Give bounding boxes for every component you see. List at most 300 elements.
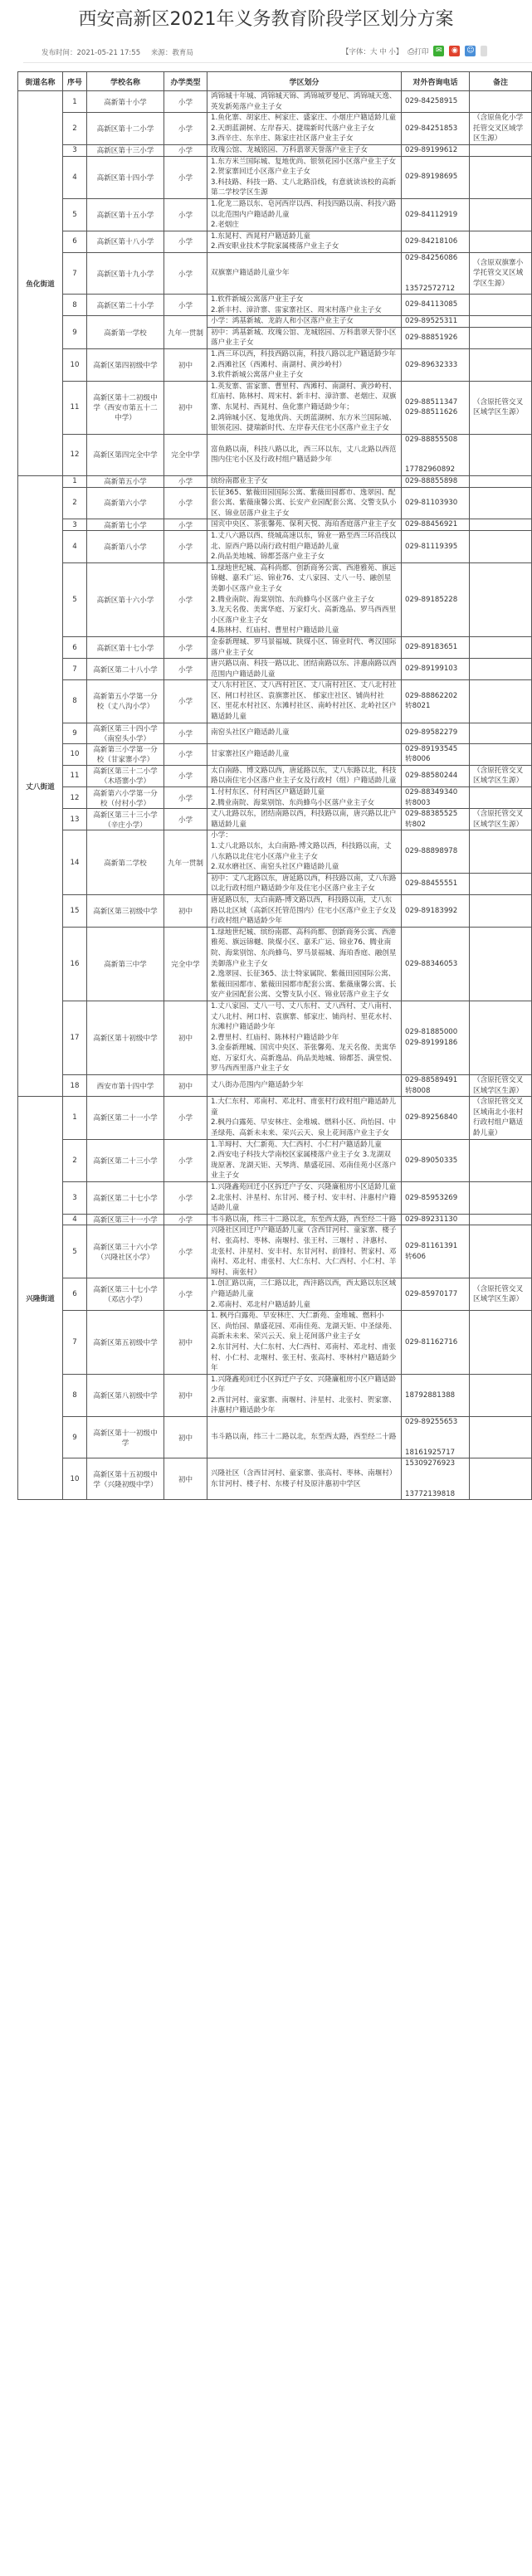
district-cell-line: 3.金泰新理城、国宾中央区、茶张馨苑、龙天名俊、美寓华庭、万家灯火、高新逸品、尚品美地城、锦都荟、满堂悦、罗马西西里落户业主子女: [211, 1044, 397, 1074]
district-cell-line: 小学：鸿基新城、龙韵人和小区落户业主子女: [211, 317, 354, 326]
district-cell: [207, 743, 402, 765]
seq-cell: 7: [63, 659, 87, 680]
school-type-cell: 小学: [164, 144, 207, 156]
district-cell: [207, 530, 402, 562]
phone-cell: [402, 680, 470, 723]
district-cell-line: 1.西三环以西，科技西路以南，科技八路以北户籍适龄少年: [211, 350, 397, 359]
school-type-cell: 小学: [164, 636, 207, 658]
phone-cell-line: 029-89199103: [405, 665, 458, 674]
district-cell-line: 2.新丰村、漳浒寨、雷家寨社区、周宋村落户业主子女: [211, 305, 382, 314]
district-cell-line: 4.陈林村、红庙村、曹里村户籍适龄儿童: [211, 626, 339, 635]
school-type-cell: 初中: [164, 1075, 207, 1097]
school-type-cell: 初中: [164, 894, 207, 927]
district-cell: [207, 1278, 402, 1311]
district-cell: [207, 1075, 402, 1097]
table-row: [18, 91, 532, 113]
note-cell: [470, 349, 532, 382]
phone-cell-line: 029-88385525: [405, 810, 458, 819]
phone-cell-line: 029-88898978: [405, 847, 458, 856]
note-cell: （含原托管交叉区域学区生源）: [470, 1278, 532, 1311]
school-type-cell: 小学: [164, 723, 207, 743]
school-name-cell: 高新区第十五初级中学（兴隆初级中学）: [87, 1458, 164, 1500]
table-header: [18, 72, 532, 91]
phone-cell: [402, 381, 470, 434]
phone-cell: [402, 743, 470, 765]
district-cell-line: 2.双水磨社区、南窑头社区户籍适龄儿童: [211, 863, 339, 872]
district-cell: [207, 1097, 402, 1139]
phone-cell-line: 15309276923: [405, 1459, 456, 1468]
seq-cell: 2: [63, 1139, 87, 1181]
table-row: [18, 349, 532, 382]
table-row: [18, 765, 532, 786]
phone-cell: [402, 198, 470, 231]
district-cell-line: 1.东方米兰国际城、复地优尚、银领花园小区落户业主子女: [211, 157, 397, 166]
seq-cell: 4: [63, 1214, 87, 1225]
note-cell: （含原鱼化小学托管交叉区域学区生源）: [470, 113, 532, 145]
district-cell-line: 2.逸翠园、长征365、法士特家属院、紫薇田园国际公寓、紫薇田园都市、紫薇田园都市配套公寓、紫薇康馨公寓、长安产业园配套公寓、交警支队小区、锦业居落户业主子女: [211, 970, 397, 1000]
school-type-cell: 初中: [164, 349, 207, 382]
phone-cell-line: 029-89256840: [405, 1113, 458, 1122]
seq-cell: 3: [63, 519, 87, 531]
phone-cell: [402, 723, 470, 743]
phone-cell-line: 029-84258915: [405, 97, 458, 106]
school-name-cell: 高新区第十七小学: [87, 636, 164, 658]
more-icon[interactable]: [481, 46, 487, 56]
seq-cell: 1: [63, 1097, 87, 1139]
spacer: [405, 264, 466, 284]
note-cell: [470, 156, 532, 198]
phone-cell: [402, 787, 470, 809]
phone-cell: [402, 1182, 470, 1215]
school-name-cell: 高新第七小学: [87, 519, 164, 531]
note-cell: （含原托管交叉区域南北小张村行政村组户籍适龄儿童）: [470, 1097, 532, 1139]
district-cell: [207, 680, 402, 723]
district-cell-line: 1.丈八家园、丈八一号、丈八东村、丈八西村、丈八南村、丈八北村、闸口村、袁旗寨、郁家庄、铺尚村、里花水村、东滩村户籍适龄少年: [211, 1001, 397, 1032]
phone-cell-line: 029-88349340: [405, 788, 458, 797]
district-cell: [207, 91, 402, 113]
phone-cell-line: 029-84251853: [405, 124, 458, 133]
phone-cell-line: 029-89185228: [405, 595, 458, 604]
phone-cell-line: 029-85953269: [405, 1193, 458, 1202]
note-cell: [470, 1311, 532, 1375]
column-header: 备注: [470, 72, 532, 91]
school-type-cell: 完全中学: [164, 927, 207, 1001]
printer-icon: ⎙: [408, 46, 415, 56]
column-header: 学校名称: [87, 72, 164, 91]
phone-cell-line: 029-89050335: [405, 1156, 458, 1165]
school-type-cell: 小学: [164, 765, 207, 786]
seq-cell: 11: [63, 765, 87, 786]
district-cell-line: 1.付村东区、付村西区户籍适龄儿童: [211, 788, 325, 797]
phone-cell: [402, 349, 470, 382]
street-name-cell: 丈八街道: [18, 476, 63, 1097]
table-row: [18, 1001, 532, 1074]
district-cell-line: 1.兴隆鑫苑回迁小区拆迁户子女、兴隆廉租房小区户籍适龄少年: [211, 1375, 397, 1395]
divider: [23, 62, 532, 63]
phone-cell: [402, 894, 470, 927]
note-cell: [470, 1214, 532, 1225]
school-name-cell: 高新第五小学第一分校（丈八沟小学）: [87, 680, 164, 723]
district-cell-line: 2.曹里村、红庙村、陈林村户籍适龄少年: [211, 1033, 339, 1042]
district-cell-line: 2.北张村、沣星村、东甘河、楼子村、安丰村、沣惠村户籍适龄儿童: [211, 1193, 397, 1213]
note-cell: [470, 927, 532, 1001]
note-cell: [470, 830, 532, 873]
table-row: [18, 1225, 532, 1278]
district-cell: [207, 327, 402, 348]
district-cell-line: 甘家寨社区户籍适龄儿童: [211, 749, 290, 758]
district-cell-line: 1.鱼化寨、胡家庄、柯家庄、盛家庄、小烟庄户籍适龄儿童: [211, 114, 397, 123]
article-meta: [41, 46, 532, 59]
district-cell-line: 1.大仁东村、邓南村、邓北村、甫张村行政村组户籍适龄儿童: [211, 1098, 397, 1117]
seq-cell: 5: [63, 562, 87, 636]
wechat-icon[interactable]: ✉: [433, 46, 444, 56]
phone-cell: [402, 1139, 470, 1181]
table-row: [18, 723, 532, 743]
school-type-cell: 九年一贯制: [164, 316, 207, 349]
note-cell: （含原双旗寨小学托管交叉区域学区生源）: [470, 252, 532, 294]
seq-cell: 9: [63, 316, 87, 349]
phone-cell-line: 029-88456921: [405, 520, 458, 529]
district-cell-line: 兴隆社区（含西甘河村、童家寨、张高村、枣林、南堰村）东甘河村、楼子村、东楼子村及原沣惠初中学区: [211, 1469, 397, 1488]
column-header: 办学类型: [164, 72, 207, 91]
district-cell: [207, 476, 402, 488]
school-type-cell: 小学: [164, 1097, 207, 1139]
school-name-cell: 高新区第四初级中学: [87, 349, 164, 382]
school-name-cell: 高新区第三十七小学（邓店小学）: [87, 1278, 164, 1311]
phone-cell: [402, 91, 470, 113]
phone-cell-line: 029-81161391: [405, 1242, 458, 1251]
school-type-cell: 小学: [164, 809, 207, 830]
seq-cell: 18: [63, 1075, 87, 1097]
school-district-table: [17, 71, 532, 1500]
school-type-cell: 小学: [164, 198, 207, 231]
table-row: [18, 295, 532, 316]
district-cell-line: 鸿锦城十年城、鸿锦城天锦、鸿锦城罗曼尼、鸿锦城天逸、英发新苑落户业主子女: [211, 92, 397, 111]
seq-cell: 2: [63, 113, 87, 145]
seq-cell: 6: [63, 636, 87, 658]
school-name-cell: 高新第一学校: [87, 316, 164, 349]
district-cell-line: 小学：: [211, 831, 232, 840]
seq-cell: 13: [63, 809, 87, 830]
note-cell: [470, 231, 532, 252]
phone-cell-line: 转606: [405, 1252, 426, 1261]
note-cell: [470, 636, 532, 658]
phone-cell-line: 029-88851926: [405, 334, 458, 343]
phone-cell: [402, 1001, 470, 1074]
phone-cell: [402, 327, 470, 348]
note-cell: [470, 198, 532, 231]
note-cell: [470, 894, 532, 927]
phone-cell-line: 17782960892: [405, 465, 456, 475]
note-cell: [470, 659, 532, 680]
school-type-cell: 小学: [164, 743, 207, 765]
seq-cell: 8: [63, 680, 87, 723]
district-cell: [207, 252, 402, 294]
district-cell-line: 丈八东村社区、丈八西村社区、丈八南村社区、丈八北村社区、闸口村社区、袁旗寨社区、 郁家庄社区、铺尚村社区、里花水村社区、东滩村社区、南岭村社区、北岭社区户籍适龄儿童: [211, 681, 397, 722]
school-name-cell: 西安市第十四中学: [87, 1075, 164, 1097]
district-cell: [207, 1458, 402, 1500]
district-cell-line: 2.老烟庄: [211, 221, 239, 230]
district-cell-line: 2.天朗蓝湖树、左岸春天、捷瑞新时代落户业主子女: [211, 124, 375, 133]
phone-cell: [402, 1417, 470, 1458]
district-cell: [207, 519, 402, 531]
table-row: [18, 830, 532, 873]
district-cell-line: 1.创汇路以南，三仁路以北，西沣路以西，西太路以东区域户籍适龄儿童: [211, 1279, 397, 1298]
district-cell-line: 太白南路、博文路以西，唐延路以东，丈八东路以北，科技路以南住宅小区落户业主子女及行政村（组）户籍适龄儿童: [211, 766, 397, 786]
district-cell-line: 1.兴隆鑫苑回迁小区拆迁户子女、兴隆廉租房小区适龄儿童: [211, 1183, 397, 1191]
school-type-cell: 初中: [164, 1374, 207, 1416]
district-cell: [207, 487, 402, 519]
street-name-cell: 鱼化街道: [18, 91, 63, 476]
school-type-cell: 初中: [164, 1001, 207, 1074]
school-type-cell: 小学: [164, 680, 207, 723]
school-name-cell: 高新区第十八小学: [87, 231, 164, 252]
note-cell: [470, 144, 532, 156]
district-cell: [207, 659, 402, 680]
district-cell: [207, 873, 402, 894]
school-name-cell: 高新第二学校: [87, 830, 164, 895]
district-cell-line: 2.腾业南院、海棠别馆、东尚蜂鸟小区落户业主子女: [211, 798, 375, 807]
school-name-cell: 高新区第八初级中学: [87, 1374, 164, 1416]
note-cell: （含原托管交叉区域学区生源）: [470, 765, 532, 786]
note-cell: （含原托管交叉区域学区生源）: [470, 381, 532, 434]
district-cell: [207, 231, 402, 252]
weibo-icon[interactable]: ◉: [449, 46, 460, 56]
district-cell-line: 1.绿地世纪城、高科尚都、创新商务公寓、西港雅苑、旗远锦樾、嘉禾广运、锦业76、丈八家园、丈八一号、融创星美御小区落户业主子女: [211, 563, 397, 593]
school-name-cell: 高新区第二十三小学: [87, 1139, 164, 1181]
phone-cell: [402, 1278, 470, 1311]
column-header: 街道名称: [18, 72, 63, 91]
district-cell: [207, 295, 402, 316]
phone-cell-line: 029-89183992: [405, 906, 458, 915]
school-name-cell: 高新区第五初级中学: [87, 1311, 164, 1375]
school-type-cell: 小学: [164, 156, 207, 198]
table-row: [18, 1278, 532, 1311]
seq-cell: 5: [63, 1225, 87, 1278]
phone-cell: [402, 156, 470, 198]
district-cell: [207, 1214, 402, 1225]
note-cell: [470, 476, 532, 488]
seq-cell: 8: [63, 1374, 87, 1416]
table-row: [18, 231, 532, 252]
district-cell: [207, 787, 402, 809]
table-row: [18, 156, 532, 198]
school-name-cell: 高新区第三十一小学: [87, 1214, 164, 1225]
note-cell: [470, 787, 532, 809]
note-cell: [470, 873, 532, 894]
school-type-cell: 完全中学: [164, 434, 207, 475]
phone-cell: [402, 809, 470, 830]
phone-cell: [402, 487, 470, 519]
school-name-cell: 高新第八小学: [87, 530, 164, 562]
table-row: [18, 530, 532, 562]
school-name-cell: 高新第六小学: [87, 487, 164, 519]
note-cell: [470, 316, 532, 328]
school-name-cell: 高新区第二十七小学: [87, 1182, 164, 1215]
note-cell: [470, 723, 532, 743]
phone-cell-line: 029-88511626: [405, 408, 458, 417]
seq-cell: 10: [63, 1458, 87, 1500]
school-name-cell: 高新区第三初级中学: [87, 894, 164, 927]
phone-cell-line: 029-89525311: [405, 317, 458, 326]
phone-cell-line: 029-88580244: [405, 772, 458, 781]
phone-cell-line: 029-81885000: [405, 1028, 458, 1037]
district-cell-line: 金泰新理城、罗马景福城、陕煤小区、锦业时代、粤汉国际落户业主子女: [211, 637, 397, 657]
school-name-cell: 高新区第十九小学: [87, 252, 164, 294]
school-name-cell: 高新第三中学: [87, 927, 164, 1001]
spacer: [405, 1469, 466, 1489]
district-cell-line: 韦斗路以南，纬三十二路以北，东至西太路，西至经二十路: [211, 1215, 397, 1224]
school-name-cell: 高新区第十五小学: [87, 198, 164, 231]
phone-cell: [402, 295, 470, 316]
seq-cell: 4: [63, 530, 87, 562]
district-cell-line: 兴隆社区回迁户户籍适龄儿童（含西甘河村、童家寨、楼子村、张高村、枣林、南堰村、张王村、三堰村 、沣惠村、北张村、沣星村、安丰村、东甘河村、前锋村、贺家村、邓南村、邓北村、甫张村、大仁东村、大仁西村、小仁村、羊坶村、南张村）: [211, 1226, 397, 1277]
district-cell-line: 南窑头社区户籍适龄儿童: [211, 728, 290, 738]
phone-cell-line: 029-88511347: [405, 397, 458, 407]
note-cell: [470, 434, 532, 475]
table-row: [18, 476, 532, 488]
school-name-cell: 高新区第十四小学: [87, 156, 164, 198]
district-cell-line: 丈八街办范围内户籍适龄少年: [211, 1081, 304, 1090]
table-row: [18, 519, 532, 531]
note-cell: [470, 91, 532, 113]
page-title: 西安高新区2021年义务教育阶段学区划分方案: [78, 9, 454, 30]
school-type-cell: 小学: [164, 476, 207, 488]
seq-cell: 10: [63, 743, 87, 765]
district-cell-line: 1.英发寨、雷家寨、曹里村、西滩村、南湖村、黄沙岭村、红庙村、陈林村、周宋村、新丰村、漳浒寨、老烟庄、双旗寨、东晁村、西晁村、鱼化寨户籍适龄少年；: [211, 382, 397, 412]
column-header: 学区划分: [207, 72, 402, 91]
school-name-cell: 高新区第三十六小学（兴隆社区小学）: [87, 1225, 164, 1278]
phone-cell-line: 029-89582279: [405, 728, 458, 738]
phone-cell: [402, 830, 470, 873]
school-type-cell: 初中: [164, 381, 207, 434]
seq-cell: 9: [63, 723, 87, 743]
seq-cell: 6: [63, 231, 87, 252]
school-name-cell: 高新区第三十三小学（辛庄小学）: [87, 809, 164, 830]
phone-cell: [402, 1097, 470, 1139]
school-type-cell: 小学: [164, 252, 207, 294]
district-cell-line: 2.西安电子科技大学南校区家属楼落户业主子女 3.龙湖双珑原著、龙湖天钜、天琴湾、鼎盛花园、邓南佳苑小区落户业主子女: [211, 1151, 397, 1181]
note-cell: [470, 530, 532, 562]
phone-cell-line: 029-84113085: [405, 300, 458, 309]
table-row: [18, 1139, 532, 1181]
district-cell: [207, 1374, 402, 1416]
district-cell: [207, 113, 402, 145]
district-cell: [207, 927, 402, 1001]
district-cell-line: 2.东甘河村、大仁东村、大仁西村、邓南村、邓北村、甫张村、小仁村、北堰村、张王村、张高村、枣林村户籍适龄少年: [211, 1342, 397, 1373]
table-row: [18, 787, 532, 809]
phone-cell: [402, 927, 470, 1001]
district-cell-line: 3.西辛庄、东辛庄、陈家庄社区落户业主子女: [211, 134, 354, 144]
column-header: 序号: [63, 72, 87, 91]
note-cell: [470, 680, 532, 723]
district-cell-line: 缤纷南郡业主子女: [211, 477, 268, 485]
table-row: [18, 1097, 532, 1139]
phone-cell-line: 029-84218106: [405, 237, 458, 246]
district-cell: [207, 198, 402, 231]
district-cell-line: 丈八北路以东，团结南路以西，科技路以南，唐兴路以北户籍适龄儿童: [211, 810, 397, 829]
table-row: [18, 1214, 532, 1225]
table-row: [18, 316, 532, 328]
table-row: [18, 894, 532, 927]
phone-cell-line: 转8003: [405, 798, 431, 807]
district-cell-line: 富鱼路以南，科技八路以北，西三环以东，丈八北路以西范围内住宅小区及行政村组户籍适龄少年: [211, 445, 397, 465]
school-type-cell: 小学: [164, 659, 207, 680]
phone-cell-line: 029-89199612: [405, 145, 458, 154]
district-cell: [207, 1139, 402, 1181]
school-type-cell: 小学: [164, 1139, 207, 1181]
table-row: [18, 743, 532, 765]
school-type-cell: 小学: [164, 487, 207, 519]
phone-cell-line: 13572572712: [405, 284, 456, 293]
phone-cell-line: 029-89199186: [405, 1038, 458, 1047]
note-cell: [470, 743, 532, 765]
phone-cell: [402, 1075, 470, 1097]
district-cell-line: 2.尚品美地城、锦都荟落户业主子女: [211, 553, 325, 562]
table-row: [18, 198, 532, 231]
seq-cell: 3: [63, 1182, 87, 1215]
school-name-cell: 高新区第四完全中学: [87, 434, 164, 475]
phone-cell-line: 转802: [405, 820, 426, 829]
seq-cell: 7: [63, 252, 87, 294]
school-type-cell: 小学: [164, 1214, 207, 1225]
district-cell: [207, 809, 402, 830]
phone-cell-line: 转8021: [405, 702, 431, 711]
table-row: [18, 1417, 532, 1458]
school-type-cell: 小学: [164, 1278, 207, 1311]
district-cell-line: 国宾中央区、茶张馨苑、保利天悦、海珀香庭落户业主子女: [211, 520, 397, 529]
district-cell: [207, 156, 402, 198]
district-cell-line: 1.东晁村、西晁村户籍适龄儿童: [211, 231, 310, 241]
phone-cell: [402, 113, 470, 145]
school-type-cell: 小学: [164, 91, 207, 113]
seq-cell: 9: [63, 1417, 87, 1458]
print-button[interactable]: ⎙打印: [408, 46, 429, 56]
phone-cell-line: 029-89193545: [405, 744, 458, 753]
phone-cell: [402, 1374, 470, 1416]
font-size-switch[interactable]: 【字体：大 中 小】: [342, 47, 403, 56]
district-cell-line: 2.西安职业技术学院家属楼落户业主子女: [211, 242, 339, 251]
district-cell-line: 2.鸿锦城小区、复地优尚、天朗蓝湖树、东方米兰国际城、银领花园、捷瑞新时代、左岸春天住宅小区落户业主子女: [211, 413, 397, 433]
seq-cell: 3: [63, 144, 87, 156]
table-row: [18, 1075, 532, 1097]
phone-cell: [402, 476, 470, 488]
phone-cell-line: 029-81119395: [405, 542, 458, 551]
district-cell-line: 1.丈八北路以东，太白南路-博文路以西，科技路以南，丈八东路以北住宅小区落户业主子女: [211, 842, 392, 861]
school-name-cell: 高新第六小学第一分校（付村小学）: [87, 787, 164, 809]
district-cell: [207, 144, 402, 156]
school-type-cell: 小学: [164, 787, 207, 809]
publish-time: 发布时间：2021-05-21 17:55: [41, 49, 141, 57]
district-cell-line: 1.化龙二路以东、皂河西岸以西、科技四路以南、科技六路以北范围内户籍适龄儿童: [211, 199, 397, 219]
district-cell: [207, 894, 402, 927]
phone-cell-line: 029-88855508: [405, 435, 458, 444]
district-cell-line: 3.龙天名俊、美寓华庭、万家灯火、高新逸品、罗马西西里小区落户业主子女: [211, 606, 397, 625]
district-cell: [207, 316, 402, 328]
phone-cell: [402, 659, 470, 680]
district-cell: [207, 1417, 402, 1458]
phone-cell: [402, 1311, 470, 1375]
district-cell: [207, 636, 402, 658]
qq-icon[interactable]: ☺: [466, 46, 475, 55]
seq-cell: 11: [63, 381, 87, 434]
phone-cell: [402, 1458, 470, 1500]
school-name-cell: 高新区第三十二小学（木塔寨小学）: [87, 765, 164, 786]
phone-cell: [402, 519, 470, 531]
street-name-cell: 兴隆街道: [18, 1097, 63, 1500]
seq-cell: 14: [63, 830, 87, 895]
spacer: [405, 445, 466, 465]
